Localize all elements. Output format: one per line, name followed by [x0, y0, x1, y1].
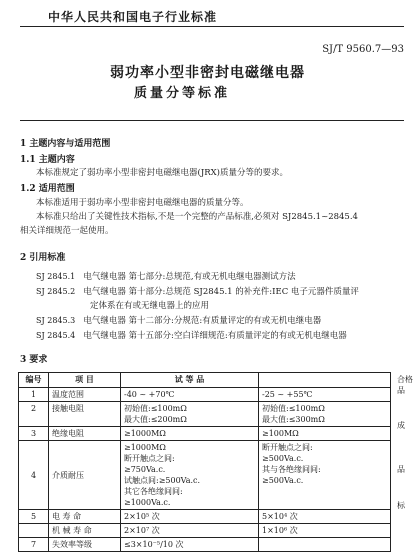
col-header-number: 编号 [19, 373, 49, 388]
side-label: 成 [397, 421, 405, 430]
section-1-2-text-2: 本标准只给出了关键性技术指标,不是一个完整的产品标准,必须对 SJ2845.1~2845.4 [36, 212, 358, 222]
reference-item [36, 314, 321, 326]
row-grade-b [259, 538, 391, 552]
side-label: 标 [397, 501, 405, 510]
document-title: 弱功率小型非密封电磁继电器 [110, 65, 305, 81]
requirements-table [18, 372, 391, 552]
section-1-1-heading: 1.1 主题内容 [20, 155, 75, 165]
header-rule [20, 26, 404, 27]
col-header-grade-b [259, 373, 391, 388]
table-row [19, 402, 391, 427]
row-number: 3 [19, 427, 49, 441]
row-grade-b: -25 ~ +55℃ [259, 388, 391, 402]
reference-item [36, 329, 347, 341]
row-number [19, 524, 49, 538]
table-row [19, 524, 391, 538]
row-item: 接触电阻 [49, 402, 121, 427]
section-2-heading: 2 引用标准 [20, 253, 66, 263]
row-grade-b: ≥100MΩ [259, 427, 391, 441]
row-grade-a: ≥1000MΩ 断开触点之间: ≥750Va.c. 试触点间:≥500Va.c. 其它各绝缘间间: ≥1000Va.c. [121, 441, 259, 510]
reference-text: 电气继电器 第七部分:总规范,有或无机电继电器测试方法 [83, 272, 296, 282]
col-header-qualified: 合格品 [397, 375, 413, 395]
row-number: 7 [19, 538, 49, 552]
reference-text: 电气继电器 第十五部分:空白详细规范:有质量评定的有或无机电继电器 [83, 331, 347, 341]
row-number: 2 [19, 402, 49, 427]
reference-item [36, 285, 359, 297]
row-grade-a: -40 ~ +70℃ [121, 388, 259, 402]
row-grade-b: 断开触点之间: ≥500Va.c. 其与各绝缘间间: ≥500Va.c. [259, 441, 391, 510]
row-grade-b: 5×10⁴ 次 [259, 510, 391, 524]
section-3-heading: 3 要求 [20, 355, 48, 365]
table-row [19, 538, 391, 552]
row-grade-b: 1×10⁶ 次 [259, 524, 391, 538]
row-grade-a: 2×10⁷ 次 [121, 524, 259, 538]
title-rule [20, 120, 404, 121]
row-item: 温度范围 [49, 388, 121, 402]
reference-item [36, 270, 296, 282]
row-number: 5 [19, 510, 49, 524]
row-item: 电 寿 命 [49, 510, 121, 524]
row-grade-a: ≤3×10⁻⁵/10 次 [121, 538, 259, 552]
section-1-2-text-3: 相关详细规范一起使用。 [20, 226, 114, 236]
row-item: 绝缘电阻 [49, 427, 121, 441]
reference-text: 电气继电器 第十部分:总规范 SJ2845.1 的补充件:IEC 电子元器件质量评 [83, 287, 359, 297]
col-header-item: 项 目 [49, 373, 121, 388]
standard-number: SJ/T 9560.7—93 [322, 44, 404, 55]
table-header-row [19, 373, 391, 388]
row-grade-b: 初始值:≤100mΩ 最大值:≤300mΩ [259, 402, 391, 427]
row-number: 1 [19, 388, 49, 402]
row-grade-a: 初始值:≤100mΩ 最大值:≤200mΩ [121, 402, 259, 427]
section-1-heading: 1 主题内容与适用范围 [20, 139, 111, 149]
table-row [19, 510, 391, 524]
reference-code: SJ 2845.3 [36, 316, 76, 325]
row-grade-a: 2×10⁵ 次 [121, 510, 259, 524]
reference-code: SJ 2845.1 [36, 272, 76, 281]
section-1-2-heading: 1.2 适用范围 [20, 184, 75, 194]
row-item: 介质耐压 [49, 441, 121, 510]
col-header-grade-a: 试 等 品 [121, 373, 259, 388]
side-label: 品 [397, 465, 405, 474]
section-1-2-text-1: 本标准适用于弱功率小型非密封电磁继电器的质量分等。 [36, 198, 249, 208]
document-subtitle: 质量分等标准 [134, 86, 231, 101]
issuing-authority-header: 中华人民共和国电子行业标准 [48, 10, 218, 24]
reference-text: 电气继电器 第十二部分:分规范:有质量评定的有或无机电继电器 [83, 316, 322, 326]
row-number: 4 [19, 441, 49, 510]
reference-code: SJ 2845.2 [36, 287, 76, 296]
row-item: 失效率等级 [49, 538, 121, 552]
table-row [19, 388, 391, 402]
row-item: 机 械 寿 命 [49, 524, 121, 538]
table-row [19, 427, 391, 441]
reference-text: 定体系在有或无继电器上的应用 [90, 301, 210, 311]
section-1-1-text: 本标准规定了弱功率小型非密封电磁继电器(JRX)质量分等的要求。 [36, 168, 288, 178]
table-row [19, 441, 391, 510]
row-grade-a: ≥1000MΩ [121, 427, 259, 441]
reference-item-continuation [90, 299, 209, 311]
reference-code: SJ 2845.4 [36, 331, 76, 340]
